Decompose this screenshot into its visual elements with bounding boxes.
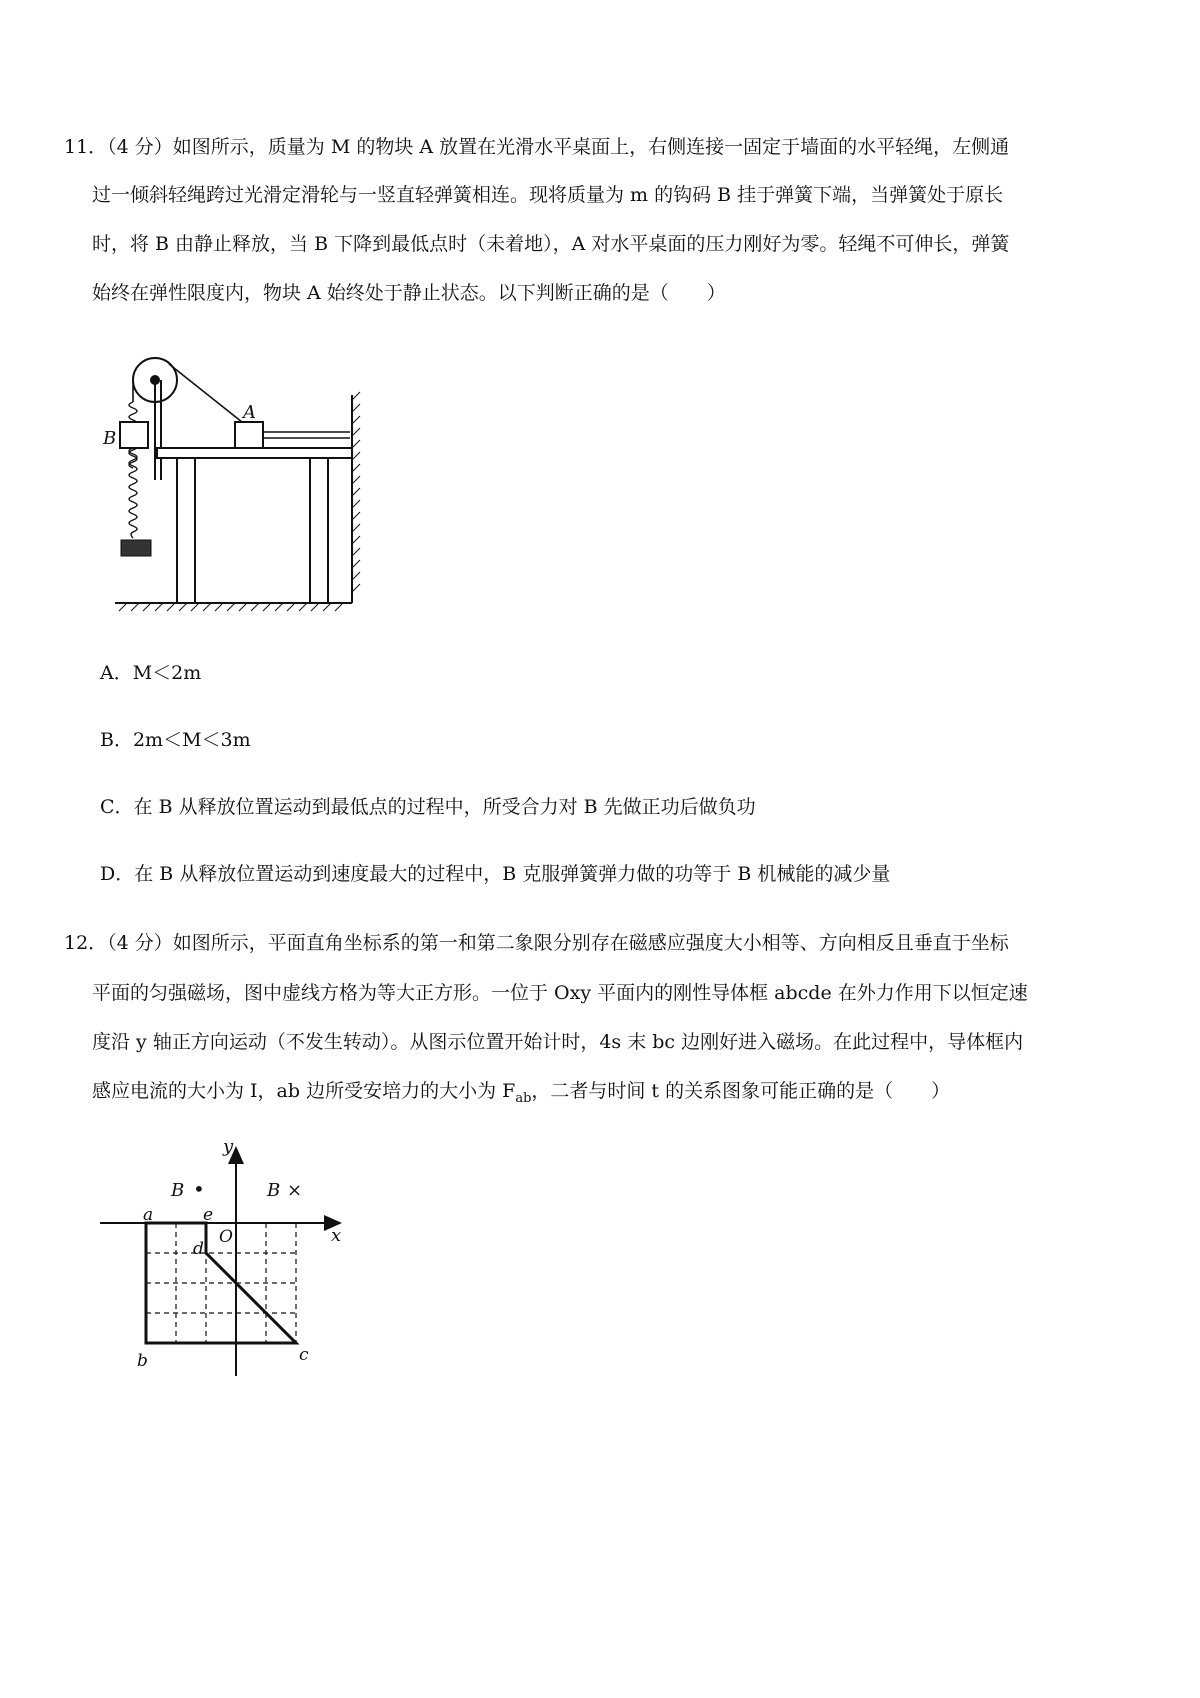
q12-line-2: 平面的匀强磁场，图中虚线方格为等大正方形。一位于 Oxy 平面内的刚性导体框 abcde 在外力作用下以恒定速 [92, 982, 1028, 1004]
q12-fab-subscript: ab [515, 1090, 532, 1106]
q12-vertex-c: c [299, 1345, 309, 1365]
q12-field-left-label: B [171, 1180, 185, 1201]
q12-vertex-d: d [193, 1239, 204, 1259]
q12-line-4-tail: ，二者与时间 t 的关系图象可能正确的是（ ） [531, 1080, 951, 1102]
q12-line-1: 12．（4 分）如图所示，平面直角坐标系的第一和第二象限分别存在磁感应强度大小相等、方向相反且垂直于坐标 [64, 932, 1009, 954]
q11-label-b: B [103, 428, 117, 449]
q12-vertex-b: b [137, 1351, 148, 1371]
q12-line-4-text: 感应电流的大小为 I，ab 边所受安培力的大小为 F [92, 1080, 516, 1102]
q11-line-4: 始终在弹性限度内，物块 A 始终处于静止状态。以下判断正确的是（ ） [92, 282, 726, 304]
q12-vertex-a: a [143, 1205, 154, 1225]
q12-line-3: 度沿 y 轴正方向运动（不发生转动）。从图示位置开始计时，4s 末 bc 边刚好进入磁场。在此过程中，导体框内 [92, 1031, 1024, 1053]
q12-frame-figure [95, 1138, 375, 1378]
q11-option-a: A．M＜2m [100, 662, 202, 684]
q12-origin-label: O [219, 1227, 233, 1247]
q12-field-in-symbol: × [287, 1180, 303, 1201]
q11-option-b: B．2m＜M＜3m [100, 729, 251, 751]
q12-line-4 [92, 1082, 950, 1105]
q12-field-out-symbol: • [193, 1177, 205, 1201]
q12-field-right-label: B [267, 1180, 281, 1201]
q11-line-1: 11．（4 分）如图所示，质量为 M 的物块 A 放置在光滑水平桌面上，右侧连接一固定于墙面的水平轻绳，左侧通 [64, 136, 1010, 158]
q11-line-3: 时，将 B 由静止释放，当 B 下降到最低点时（未着地），A 对水平桌面的压力刚好为零。轻绳不可伸长，弹簧 [92, 233, 1010, 255]
q11-option-c: C．在 B 从释放位置运动到最低点的过程中，所受合力对 B 先做正功后做负功 [100, 796, 756, 818]
q11-line-2: 过一倾斜轻绳跨过光滑定滑轮与一竖直轻弹簧相连。现将质量为 m 的钩码 B 挂于弹簧下端，当弹簧处于原长 [92, 184, 1004, 206]
q12-vertex-e: e [203, 1205, 214, 1225]
q12-x-axis-label: x [331, 1225, 342, 1246]
q11-pulley-figure [95, 340, 375, 615]
q12-y-axis-label: y [223, 1138, 234, 1157]
q11-label-a: A [243, 402, 256, 423]
q11-option-d: D．在 B 从释放位置运动到速度最大的过程中，B 克服弹簧弹力做的功等于 B 机械能的减少量 [100, 863, 891, 885]
